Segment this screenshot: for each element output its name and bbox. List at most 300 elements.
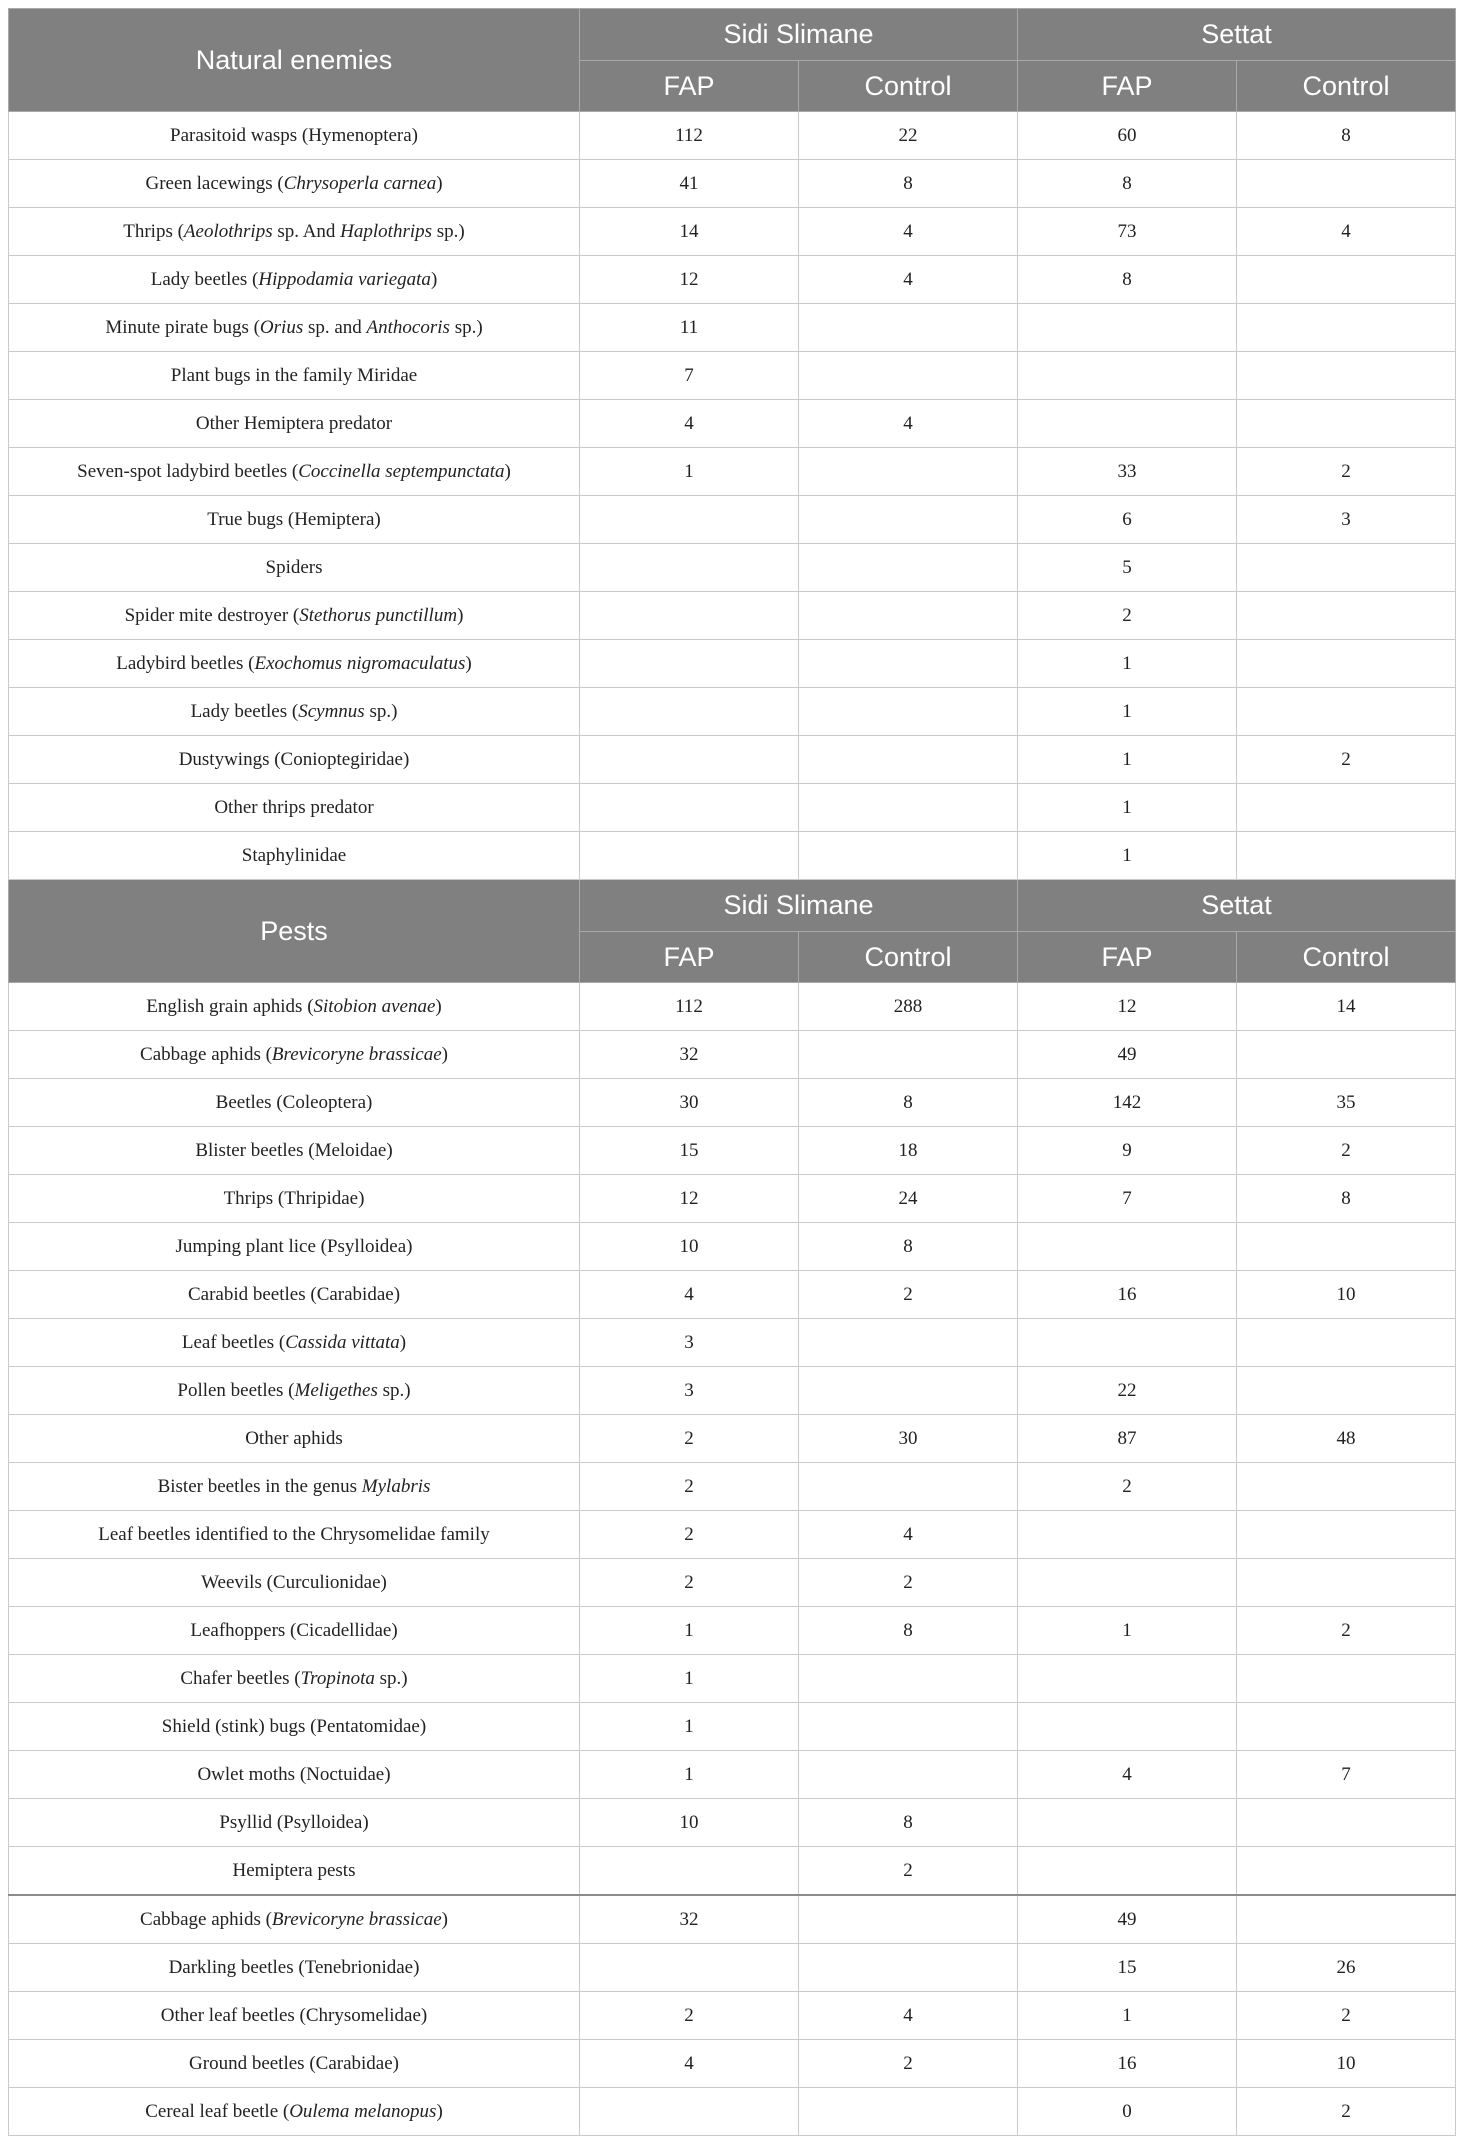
- count-cell-settat-fap: [1018, 1847, 1237, 1896]
- count-cell-settat-fap: 1: [1018, 736, 1237, 784]
- table-row: [9, 160, 1456, 208]
- taxon-name-text: Lady beetles (: [190, 700, 299, 722]
- taxon-name-cell: [9, 1847, 580, 1896]
- count-cell-settat-fap: 1: [1018, 1992, 1237, 2040]
- table-row: [9, 352, 1456, 400]
- taxon-name-cell: [9, 1367, 580, 1415]
- site-header-settat: Settat: [1018, 9, 1456, 61]
- count-cell-sidi-slimane-fap: 14: [580, 208, 799, 256]
- table-row: [9, 1463, 1456, 1511]
- data-table-container: [8, 8, 1455, 2136]
- count-cell-settat-fap: 142: [1018, 1079, 1237, 1127]
- count-cell-sidi-slimane-fap: [580, 592, 799, 640]
- taxon-name-text: Spiders: [265, 556, 323, 578]
- taxon-name-cell: [9, 688, 580, 736]
- count-cell-sidi-slimane-fap: 2: [580, 1463, 799, 1511]
- taxon-name-text: Chafer beetles (: [180, 1667, 301, 1689]
- taxon-name-cell: [9, 256, 580, 304]
- count-cell-settat-control: [1237, 1223, 1456, 1271]
- count-cell-sidi-slimane-control: 4: [799, 1511, 1018, 1559]
- count-cell-settat-control: [1237, 160, 1456, 208]
- count-cell-settat-control: [1237, 688, 1456, 736]
- count-cell-settat-fap: [1018, 1511, 1237, 1559]
- count-cell-sidi-slimane-fap: 32: [580, 1031, 799, 1079]
- taxon-scientific-name: Tropinota: [300, 1667, 375, 1689]
- taxon-name-text: ): [435, 995, 442, 1017]
- subheader-fap: FAP: [1018, 932, 1237, 983]
- count-cell-settat-control: [1237, 784, 1456, 832]
- table-row: [9, 496, 1456, 544]
- taxon-name-text: Bister beetles in the genus: [157, 1475, 362, 1497]
- table-row: [9, 448, 1456, 496]
- count-cell-settat-fap: 87: [1018, 1415, 1237, 1463]
- table-row: [9, 688, 1456, 736]
- count-cell-settat-fap: 7: [1018, 1175, 1237, 1223]
- taxon-name-cell: [9, 1703, 580, 1751]
- count-cell-settat-control: [1237, 640, 1456, 688]
- taxon-name-text: Psyllid (Psylloidea): [219, 1811, 369, 1833]
- count-cell-settat-fap: 5: [1018, 544, 1237, 592]
- count-cell-settat-control: 2: [1237, 1127, 1456, 1175]
- taxon-name-text: ): [441, 1043, 448, 1065]
- count-cell-sidi-slimane-control: [799, 1703, 1018, 1751]
- taxon-name-text: Shield (stink) bugs (Pentatomidae): [161, 1715, 427, 1737]
- count-cell-settat-control: 2: [1237, 736, 1456, 784]
- count-cell-sidi-slimane-control: [799, 352, 1018, 400]
- count-cell-sidi-slimane-fap: 12: [580, 256, 799, 304]
- count-cell-settat-fap: 9: [1018, 1127, 1237, 1175]
- taxon-name-text: Other Hemiptera predator: [195, 412, 393, 434]
- count-cell-sidi-slimane-control: [799, 784, 1018, 832]
- taxon-name-text: sp.): [432, 220, 465, 242]
- site-header-settat: Settat: [1018, 880, 1456, 932]
- table-row: [9, 1799, 1456, 1847]
- table-row: [9, 592, 1456, 640]
- count-cell-sidi-slimane-control: 8: [799, 1079, 1018, 1127]
- count-cell-sidi-slimane-control: [799, 304, 1018, 352]
- table-row: [9, 304, 1456, 352]
- count-cell-sidi-slimane-fap: 1: [580, 1703, 799, 1751]
- taxon-name-text: Owlet moths (Noctuidae): [197, 1763, 391, 1785]
- count-cell-settat-control: 10: [1237, 2040, 1456, 2088]
- table-row: [9, 544, 1456, 592]
- taxon-name-cell: [9, 1415, 580, 1463]
- count-cell-settat-control: [1237, 1655, 1456, 1703]
- count-cell-settat-fap: 4: [1018, 1751, 1237, 1799]
- taxon-name-text: Blister beetles (Meloidae): [195, 1139, 393, 1161]
- table-row: [9, 736, 1456, 784]
- count-cell-sidi-slimane-control: [799, 496, 1018, 544]
- count-cell-sidi-slimane-fap: [580, 496, 799, 544]
- taxon-scientific-name: Brevicoryne brassicae: [271, 1043, 442, 1065]
- taxon-name-text: Lady beetles (: [150, 268, 259, 290]
- count-cell-sidi-slimane-control: [799, 1367, 1018, 1415]
- count-cell-sidi-slimane-control: [799, 1031, 1018, 1079]
- taxon-name-cell: [9, 1895, 580, 1944]
- taxon-name-cell: [9, 2040, 580, 2088]
- count-cell-settat-control: [1237, 1511, 1456, 1559]
- taxon-name-cell: [9, 784, 580, 832]
- taxon-name-text: Dustywings (Conioptegiridae): [178, 748, 410, 770]
- count-cell-settat-fap: [1018, 1223, 1237, 1271]
- table-row: [9, 1367, 1456, 1415]
- count-cell-sidi-slimane-control: [799, 448, 1018, 496]
- count-cell-sidi-slimane-control: [799, 640, 1018, 688]
- table-row: [9, 400, 1456, 448]
- count-cell-settat-fap: [1018, 400, 1237, 448]
- taxon-name-cell: [9, 592, 580, 640]
- taxon-name-text: Staphylinidae: [241, 844, 347, 866]
- taxon-name-text: ): [441, 1908, 448, 1930]
- count-cell-sidi-slimane-control: 2: [799, 1559, 1018, 1607]
- count-cell-settat-control: 2: [1237, 448, 1456, 496]
- taxon-name-text: Leaf beetles identified to the Chrysomelidae family: [98, 1523, 490, 1545]
- count-cell-sidi-slimane-control: 2: [799, 1847, 1018, 1896]
- subheader-control: Control: [1237, 932, 1456, 983]
- count-cell-settat-fap: 22: [1018, 1367, 1237, 1415]
- taxon-name-cell: [9, 1559, 580, 1607]
- count-cell-sidi-slimane-fap: 10: [580, 1223, 799, 1271]
- taxon-name-cell: [9, 304, 580, 352]
- count-cell-sidi-slimane-fap: 32: [580, 1895, 799, 1944]
- count-cell-settat-fap: 15: [1018, 1944, 1237, 1992]
- taxon-name-text: Ladybird beetles (: [116, 652, 255, 674]
- table-row: [9, 1415, 1456, 1463]
- taxon-name-text: Other aphids: [245, 1427, 343, 1449]
- taxon-scientific-name: Coccinella septempunctata: [298, 460, 505, 482]
- count-cell-sidi-slimane-control: [799, 832, 1018, 880]
- taxon-name-cell: [9, 1223, 580, 1271]
- table-row: [9, 1607, 1456, 1655]
- table-row: [9, 983, 1456, 1031]
- count-cell-settat-control: [1237, 1319, 1456, 1367]
- taxon-name-text: Minute pirate bugs (: [105, 316, 260, 338]
- taxon-name-cell: [9, 1319, 580, 1367]
- table-row: [9, 256, 1456, 304]
- count-cell-sidi-slimane-control: [799, 592, 1018, 640]
- taxon-name-cell: [9, 1127, 580, 1175]
- table-row: [9, 1944, 1456, 1992]
- count-cell-sidi-slimane-fap: [580, 2088, 799, 2136]
- count-cell-settat-control: [1237, 1031, 1456, 1079]
- count-cell-sidi-slimane-fap: 15: [580, 1127, 799, 1175]
- count-cell-settat-control: 8: [1237, 112, 1456, 160]
- table-row: [9, 1319, 1456, 1367]
- count-cell-settat-fap: 0: [1018, 2088, 1237, 2136]
- pests-title: Pests: [9, 880, 580, 983]
- count-cell-settat-fap: [1018, 1559, 1237, 1607]
- taxon-name-cell: [9, 448, 580, 496]
- site-header-sidi-slimane: Sidi Slimane: [580, 9, 1018, 61]
- count-cell-settat-fap: 6: [1018, 496, 1237, 544]
- count-cell-sidi-slimane-control: 2: [799, 1271, 1018, 1319]
- count-cell-settat-fap: 49: [1018, 1895, 1237, 1944]
- taxon-name-cell: [9, 1607, 580, 1655]
- count-cell-settat-control: [1237, 352, 1456, 400]
- count-cell-sidi-slimane-fap: 2: [580, 1415, 799, 1463]
- taxon-name-text: Green lacewings (: [145, 172, 284, 194]
- count-cell-settat-control: [1237, 832, 1456, 880]
- taxon-name-text: Plant bugs in the family Miridae: [170, 364, 418, 386]
- table-row: [9, 1271, 1456, 1319]
- count-cell-settat-control: [1237, 256, 1456, 304]
- count-cell-settat-control: [1237, 1367, 1456, 1415]
- taxon-scientific-name: Meligethes: [294, 1379, 378, 1401]
- count-cell-sidi-slimane-control: 4: [799, 256, 1018, 304]
- count-cell-settat-control: [1237, 1895, 1456, 1944]
- count-cell-sidi-slimane-control: [799, 688, 1018, 736]
- count-cell-sidi-slimane-fap: 1: [580, 1607, 799, 1655]
- taxon-name-cell: [9, 2088, 580, 2136]
- count-cell-settat-control: 8: [1237, 1175, 1456, 1223]
- count-cell-sidi-slimane-fap: 2: [580, 1992, 799, 2040]
- count-cell-settat-control: 14: [1237, 983, 1456, 1031]
- taxon-name-text: Pollen beetles (: [177, 1379, 295, 1401]
- count-cell-settat-control: 7: [1237, 1751, 1456, 1799]
- taxon-name-cell: [9, 496, 580, 544]
- count-cell-settat-fap: 60: [1018, 112, 1237, 160]
- taxon-name-text: Other thrips predator: [214, 796, 374, 818]
- count-cell-sidi-slimane-fap: [580, 688, 799, 736]
- taxon-scientific-name: Exochomus nigromaculatus: [254, 652, 466, 674]
- count-cell-sidi-slimane-control: [799, 736, 1018, 784]
- count-cell-sidi-slimane-control: 8: [799, 1607, 1018, 1655]
- count-cell-settat-fap: 16: [1018, 1271, 1237, 1319]
- taxon-name-text: Cereal leaf beetle (: [145, 2100, 290, 2122]
- count-cell-settat-fap: 1: [1018, 784, 1237, 832]
- taxon-scientific-name: Mylabris: [361, 1475, 431, 1497]
- taxon-name-cell: [9, 1655, 580, 1703]
- taxon-name-text: True bugs (Hemiptera): [207, 508, 381, 530]
- count-cell-sidi-slimane-fap: 30: [580, 1079, 799, 1127]
- taxon-name-text: Carabid beetles (Carabidae): [187, 1283, 401, 1305]
- taxon-name-cell: [9, 983, 580, 1031]
- count-cell-sidi-slimane-fap: 11: [580, 304, 799, 352]
- table-row: [9, 112, 1456, 160]
- count-cell-settat-control: [1237, 1463, 1456, 1511]
- count-cell-settat-control: [1237, 1559, 1456, 1607]
- table-row: [9, 784, 1456, 832]
- taxon-name-cell: [9, 1944, 580, 1992]
- count-cell-sidi-slimane-control: 30: [799, 1415, 1018, 1463]
- taxon-name-text: Ground beetles (Carabidae): [189, 2052, 399, 2074]
- count-cell-settat-control: [1237, 1847, 1456, 1896]
- taxon-name-text: ): [465, 652, 472, 674]
- count-cell-settat-fap: 2: [1018, 592, 1237, 640]
- count-cell-settat-fap: 73: [1018, 208, 1237, 256]
- count-cell-sidi-slimane-fap: [580, 736, 799, 784]
- table-row: [9, 1992, 1456, 2040]
- count-cell-settat-control: [1237, 592, 1456, 640]
- count-cell-settat-control: 4: [1237, 208, 1456, 256]
- table-row: [9, 1655, 1456, 1703]
- count-cell-sidi-slimane-control: [799, 1319, 1018, 1367]
- count-cell-sidi-slimane-fap: 112: [580, 112, 799, 160]
- taxon-name-text: Cabbage aphids (: [140, 1908, 272, 1930]
- count-cell-settat-control: 2: [1237, 1607, 1456, 1655]
- natural-enemies-title: Natural enemies: [9, 9, 580, 112]
- subheader-control: Control: [799, 932, 1018, 983]
- taxon-name-text: Leaf beetles (: [181, 1331, 286, 1353]
- taxon-scientific-name: Sitobion avenae: [313, 995, 436, 1017]
- subheader-fap: FAP: [1018, 61, 1237, 112]
- table-row: [9, 1895, 1456, 1944]
- count-cell-sidi-slimane-fap: [580, 544, 799, 592]
- count-cell-settat-control: [1237, 400, 1456, 448]
- count-cell-sidi-slimane-control: [799, 1895, 1018, 1944]
- taxon-scientific-name: Oulema melanopus: [289, 2100, 437, 2122]
- count-cell-sidi-slimane-fap: [580, 784, 799, 832]
- count-cell-sidi-slimane-fap: 1: [580, 1751, 799, 1799]
- taxon-scientific-name: Scymnus: [298, 700, 365, 722]
- count-cell-settat-fap: 1: [1018, 1607, 1237, 1655]
- site-header-sidi-slimane: Sidi Slimane: [580, 880, 1018, 932]
- taxon-name-cell: [9, 160, 580, 208]
- taxon-name-cell: [9, 352, 580, 400]
- count-cell-sidi-slimane-fap: 4: [580, 2040, 799, 2088]
- taxon-name-text: ): [399, 1331, 407, 1353]
- taxon-name-text: Leafhoppers (Cicadellidae): [190, 1619, 398, 1641]
- taxon-name-cell: [9, 1992, 580, 2040]
- taxon-name-text: sp.): [364, 700, 398, 722]
- taxon-name-text: Weevils (Curculionidae): [201, 1571, 387, 1593]
- count-cell-settat-control: 48: [1237, 1415, 1456, 1463]
- taxon-scientific-name: Brevicoryne brassicae: [271, 1908, 442, 1930]
- count-cell-sidi-slimane-fap: 2: [580, 1511, 799, 1559]
- table-row: [9, 1703, 1456, 1751]
- taxon-name-text: ): [436, 2100, 443, 2122]
- pests-body: [9, 983, 1456, 2136]
- subheader-fap: FAP: [580, 61, 799, 112]
- count-cell-settat-fap: 16: [1018, 2040, 1237, 2088]
- count-cell-settat-fap: 8: [1018, 256, 1237, 304]
- table-row: [9, 1847, 1456, 1896]
- taxon-name-text: Beetles (Coleoptera): [215, 1091, 373, 1113]
- table-row: [9, 1223, 1456, 1271]
- taxon-name-text: sp.): [374, 1667, 408, 1689]
- count-cell-sidi-slimane-fap: 112: [580, 983, 799, 1031]
- taxon-name-text: Seven-spot ladybird beetles (: [77, 460, 299, 482]
- count-cell-settat-fap: 12: [1018, 983, 1237, 1031]
- count-cell-sidi-slimane-control: 288: [799, 983, 1018, 1031]
- taxon-name-text: sp.): [449, 316, 483, 338]
- taxon-name-text: ): [457, 604, 464, 626]
- taxon-name-cell: [9, 640, 580, 688]
- taxon-name-text: Cabbage aphids (: [140, 1043, 272, 1065]
- count-cell-sidi-slimane-control: 8: [799, 1223, 1018, 1271]
- taxon-name-text: sp. and: [303, 316, 367, 338]
- table-row: [9, 2088, 1456, 2136]
- taxon-name-cell: [9, 832, 580, 880]
- count-cell-settat-fap: 1: [1018, 640, 1237, 688]
- taxon-scientific-name: Aeolothrips: [183, 220, 273, 242]
- count-cell-sidi-slimane-control: [799, 1944, 1018, 1992]
- taxon-name-cell: [9, 400, 580, 448]
- taxon-name-text: Darkling beetles (Tenebrionidae): [168, 1956, 420, 1978]
- pests-header-row: [9, 880, 1456, 932]
- taxon-name-text: English grain aphids (: [146, 995, 314, 1017]
- table-row: [9, 640, 1456, 688]
- taxon-name-cell: [9, 1031, 580, 1079]
- taxon-name-cell: [9, 1751, 580, 1799]
- count-cell-sidi-slimane-fap: 1: [580, 448, 799, 496]
- taxon-name-cell: [9, 112, 580, 160]
- count-cell-settat-control: 10: [1237, 1271, 1456, 1319]
- subheader-fap: FAP: [580, 932, 799, 983]
- count-cell-sidi-slimane-fap: [580, 832, 799, 880]
- table-row: [9, 2040, 1456, 2088]
- table-row: [9, 1559, 1456, 1607]
- taxon-name-cell: [9, 1079, 580, 1127]
- natural-enemies-body: [9, 112, 1456, 880]
- count-cell-settat-control: 3: [1237, 496, 1456, 544]
- count-cell-settat-fap: 49: [1018, 1031, 1237, 1079]
- taxon-name-cell: [9, 544, 580, 592]
- taxon-name-cell: [9, 1271, 580, 1319]
- count-cell-settat-fap: [1018, 1655, 1237, 1703]
- count-cell-sidi-slimane-control: [799, 1655, 1018, 1703]
- count-cell-sidi-slimane-control: 24: [799, 1175, 1018, 1223]
- count-cell-settat-control: [1237, 304, 1456, 352]
- count-cell-settat-fap: 8: [1018, 160, 1237, 208]
- count-cell-sidi-slimane-control: 8: [799, 1799, 1018, 1847]
- count-cell-settat-fap: 1: [1018, 688, 1237, 736]
- taxon-scientific-name: Hippodamia variegata: [258, 268, 431, 290]
- taxon-name-text: Jumping plant lice (Psylloidea): [175, 1235, 413, 1257]
- count-cell-sidi-slimane-fap: 2: [580, 1559, 799, 1607]
- count-cell-sidi-slimane-control: [799, 1751, 1018, 1799]
- insect-counts-table: [8, 8, 1456, 2136]
- taxon-scientific-name: Chrysoperla carnea: [283, 172, 437, 194]
- count-cell-sidi-slimane-control: [799, 544, 1018, 592]
- table-row: [9, 832, 1456, 880]
- taxon-name-cell: [9, 736, 580, 784]
- count-cell-sidi-slimane-fap: 1: [580, 1655, 799, 1703]
- taxon-scientific-name: Orius: [259, 316, 304, 338]
- count-cell-sidi-slimane-fap: 4: [580, 1271, 799, 1319]
- subheader-control: Control: [1237, 61, 1456, 112]
- count-cell-settat-fap: [1018, 1703, 1237, 1751]
- table-row: [9, 1031, 1456, 1079]
- count-cell-sidi-slimane-control: 18: [799, 1127, 1018, 1175]
- count-cell-sidi-slimane-fap: 4: [580, 400, 799, 448]
- taxon-name-text: ): [504, 460, 511, 482]
- taxon-name-text: Thrips (Thripidae): [223, 1187, 365, 1209]
- natural-enemies-header-row: [9, 9, 1456, 61]
- taxon-name-text: Other leaf beetles (Chrysomelidae): [160, 2004, 428, 2026]
- count-cell-sidi-slimane-fap: [580, 1847, 799, 1896]
- count-cell-settat-fap: 33: [1018, 448, 1237, 496]
- taxon-name-text: ): [430, 268, 438, 290]
- subheader-control: Control: [799, 61, 1018, 112]
- table-row: [9, 1175, 1456, 1223]
- count-cell-settat-control: [1237, 544, 1456, 592]
- count-cell-sidi-slimane-control: 4: [799, 208, 1018, 256]
- taxon-name-text: sp.): [377, 1379, 411, 1401]
- count-cell-sidi-slimane-control: [799, 2088, 1018, 2136]
- taxon-name-text: sp. And: [272, 220, 341, 242]
- table-row: [9, 208, 1456, 256]
- count-cell-sidi-slimane-fap: 7: [580, 352, 799, 400]
- count-cell-settat-control: 35: [1237, 1079, 1456, 1127]
- count-cell-settat-fap: [1018, 1799, 1237, 1847]
- count-cell-settat-control: [1237, 1703, 1456, 1751]
- count-cell-settat-control: 2: [1237, 2088, 1456, 2136]
- count-cell-sidi-slimane-fap: 41: [580, 160, 799, 208]
- count-cell-sidi-slimane-control: 22: [799, 112, 1018, 160]
- count-cell-settat-control: 26: [1237, 1944, 1456, 1992]
- count-cell-sidi-slimane-control: 2: [799, 2040, 1018, 2088]
